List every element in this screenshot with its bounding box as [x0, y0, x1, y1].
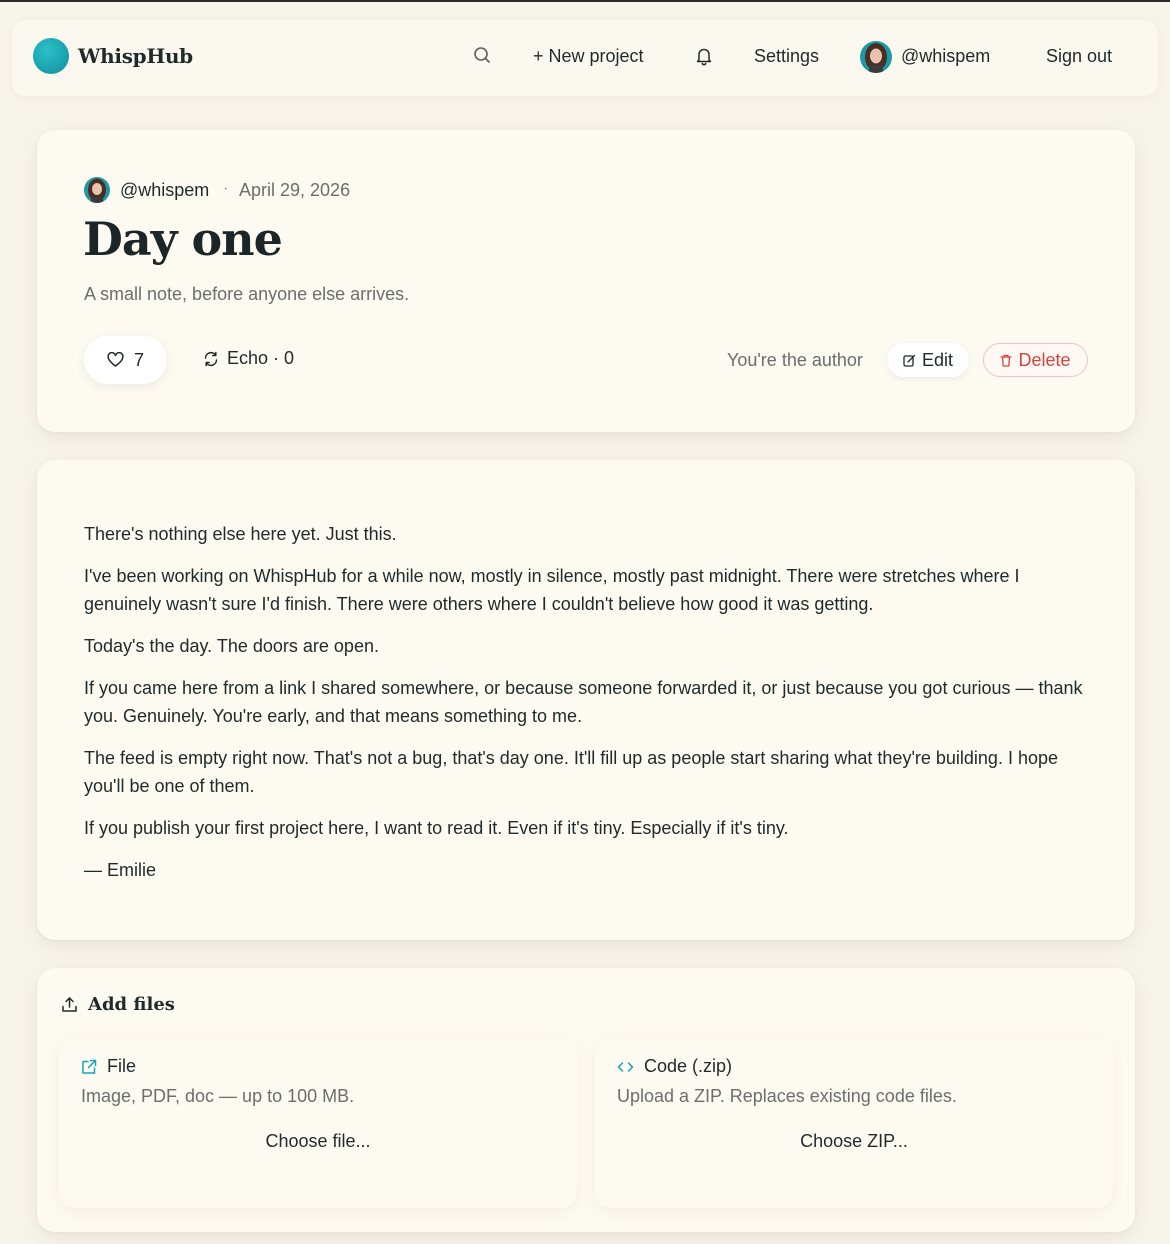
- body-paragraph: If you publish your first project here, I want to read it. Even if it's tiny. Especially if it's tiny.: [84, 818, 789, 838]
- code-icon: [617, 1061, 634, 1073]
- top-nav-bar: [12, 20, 1158, 96]
- like-count: 7: [133, 349, 144, 370]
- heart-icon: [107, 352, 124, 368]
- post-body: [84, 520, 1094, 898]
- logo-icon[interactable]: [33, 38, 69, 74]
- post-author[interactable]: @whispem: [120, 180, 210, 200]
- settings-link[interactable]: Settings: [754, 46, 820, 66]
- sign-out-button[interactable]: Sign out: [1046, 46, 1113, 66]
- edit-icon: [903, 354, 916, 367]
- body-paragraph: Today's the day. The doors are open.: [84, 636, 379, 656]
- author-note: You're the author: [727, 350, 863, 370]
- post-header-card: [37, 130, 1135, 432]
- body-paragraph: There's nothing else here yet. Just this.: [84, 524, 397, 544]
- signature: — Emilie: [84, 860, 157, 880]
- zip-upload-desc: Upload a ZIP. Replaces existing code files.: [617, 1086, 957, 1106]
- body-paragraph: The feed is empty right now. That's not a bug, that's day one. It'll fill up as people start sharing what they're building. I hope you'll be one of them.: [84, 748, 1058, 796]
- upload-icon: [61, 996, 78, 1013]
- new-project-button[interactable]: + New project: [533, 46, 644, 66]
- post-date: April 29, 2026: [239, 180, 351, 200]
- body-paragraph: I've been working on WhispHub for a while now, mostly in silence, mostly past midnight. There were stretches where I genuinely wasn't sure I'd finish. There were others where I couldn't believe how good it was getting.: [84, 566, 1020, 614]
- bell-icon[interactable]: [694, 46, 714, 66]
- add-files-title: Add files: [88, 994, 175, 1015]
- brand-name[interactable]: WhispHub: [78, 44, 193, 68]
- file-upload-heading: [81, 1056, 136, 1077]
- search-icon[interactable]: [473, 46, 491, 64]
- zip-upload-label: Code (.zip): [644, 1056, 733, 1076]
- delete-button[interactable]: [983, 343, 1088, 377]
- post-subtitle: A small note, before anyone else arrives.: [84, 284, 410, 304]
- add-files-header: [61, 994, 175, 1015]
- external-link-icon: [81, 1059, 97, 1075]
- zip-upload-box[interactable]: [595, 1038, 1113, 1208]
- file-upload-label: File: [107, 1056, 137, 1076]
- post-body-card: [37, 460, 1135, 940]
- trash-icon: [1000, 354, 1012, 367]
- author-avatar[interactable]: [84, 177, 110, 203]
- file-upload-box[interactable]: [59, 1038, 577, 1208]
- file-upload-desc: Image, PDF, doc — up to 100 MB.: [81, 1086, 355, 1106]
- choose-file-button[interactable]: Choose file...: [265, 1131, 371, 1151]
- body-paragraph: If you came here from a link I shared somewhere, or because someone forwarded it, or just because you got curious — thank you. Genuinely. You're early, and that means something to me.: [84, 678, 1083, 726]
- delete-label: Delete: [1018, 349, 1071, 370]
- user-avatar[interactable]: [860, 41, 892, 73]
- like-button[interactable]: [84, 336, 167, 384]
- echo-button[interactable]: [203, 348, 294, 369]
- choose-zip-button[interactable]: Choose ZIP...: [800, 1131, 908, 1151]
- meta-separator: ·: [223, 180, 229, 197]
- repeat-icon: [203, 351, 219, 367]
- echo-label: Echo · 0: [227, 348, 295, 368]
- user-handle-link[interactable]: @whispem: [901, 46, 991, 66]
- zip-upload-heading: [617, 1056, 732, 1077]
- edit-button[interactable]: [887, 343, 969, 377]
- add-files-card: [37, 968, 1135, 1232]
- edit-label: Edit: [921, 349, 954, 370]
- post-title: Day one: [83, 212, 282, 266]
